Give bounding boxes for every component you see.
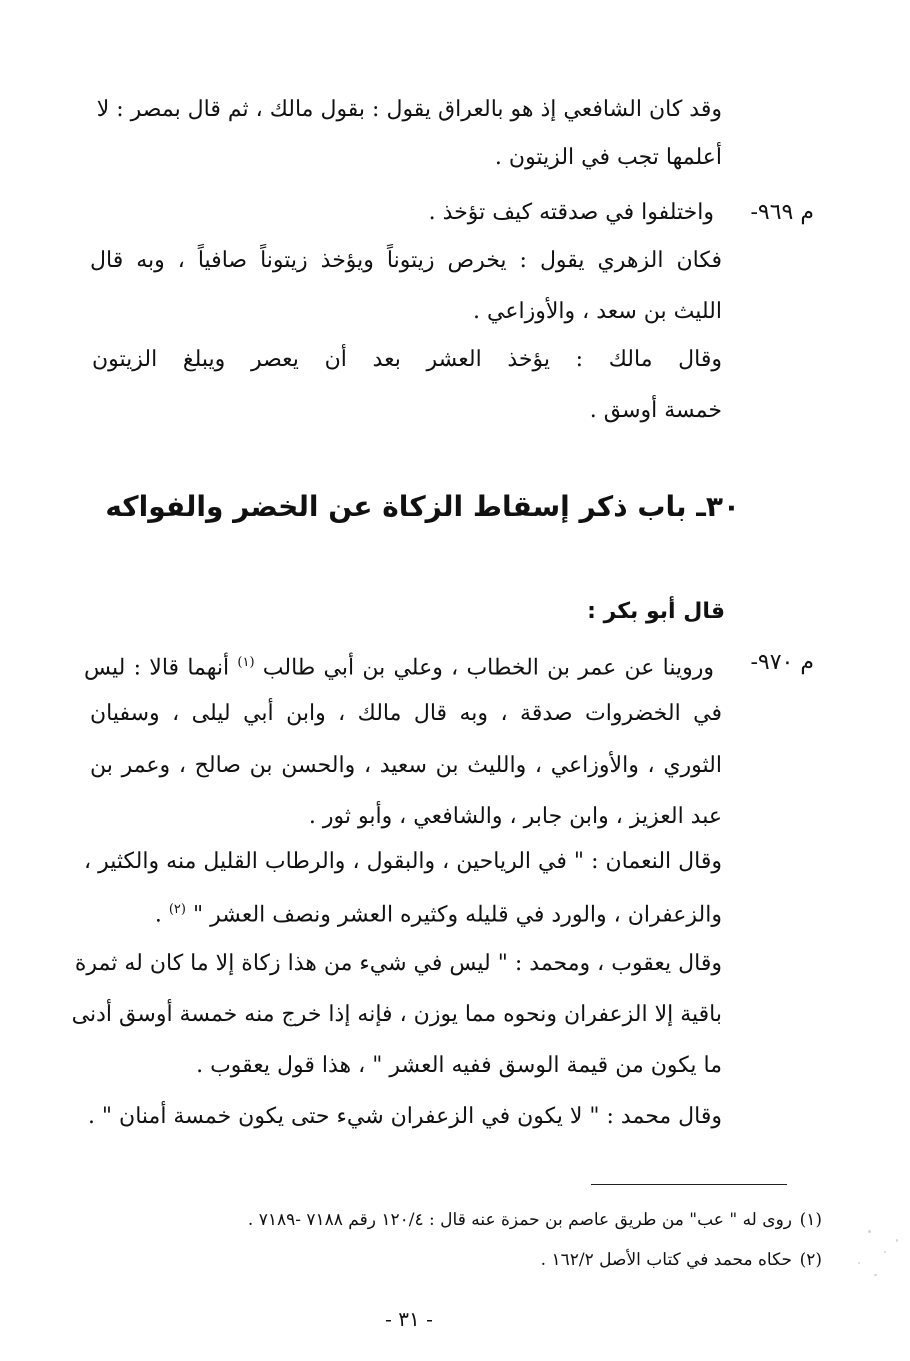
footnote-ref-2: (٢) bbox=[168, 902, 186, 917]
body-line: فكان الزهري يقول : يخرص زيتوناً ويؤخذ زيتوناً صافياً ، وبه قال bbox=[90, 248, 722, 273]
scan-speckle bbox=[858, 1262, 860, 1264]
item-marker-969: م ٩٦٩- bbox=[750, 200, 814, 225]
footnote-ref-1: (١) bbox=[237, 655, 255, 670]
body-line: الثوري ، والأوزاعي ، والليث بن سعيد ، والحسن بن صالح ، وعمر بن bbox=[90, 753, 722, 778]
scan-speckle bbox=[884, 1251, 886, 1253]
body-line: وقال مالك : يؤخذ العشر بعد أن يعصر ويبلغ الزيتون bbox=[92, 347, 722, 372]
footnote-text: حكاه محمد في كتاب الأصل ١٦٢/٢ . bbox=[540, 1250, 792, 1270]
body-line: الليث بن سعد ، والأوزاعي . bbox=[473, 299, 722, 324]
body-line: وقال النعمان : " في الرياحين ، والبقول ، والرطاب القليل منه والكثير ، bbox=[84, 849, 722, 874]
body-line: وقد كان الشافعي إذ هو بالعراق يقول : بقول مالك ، ثم قال بمصر : لا bbox=[96, 97, 722, 122]
item-969-text: واختلفوا في صدقته كيف تؤخذ . bbox=[428, 200, 714, 225]
section-subheading: قال أبو بكر : bbox=[587, 599, 725, 624]
body-text: . bbox=[154, 902, 162, 928]
body-line: عبد العزيز ، وابن جابر ، والشافعي ، وأبو ثور . bbox=[308, 804, 722, 829]
footnote-text: روى له " عب" من طريق عاصم بن حمزة عنه قال : ١٢٠/٤ رقم ٧١٨٨ -٧١٨٩ . bbox=[247, 1210, 792, 1230]
scan-speckle bbox=[874, 1274, 877, 1276]
body-text: والزعفران ، والورد في قليله وكثيره العشر ونصف العشر " bbox=[192, 902, 722, 928]
body-line: خمسة أوسق . bbox=[589, 398, 722, 423]
page-number: - ٣١ - bbox=[385, 1307, 433, 1331]
scan-speckle bbox=[868, 1230, 871, 1233]
item-970-first-line bbox=[84, 643, 714, 688]
footnote-number: (٢) bbox=[799, 1250, 822, 1270]
body-line: وقال محمد : " لا يكون في الزعفران شيء حتى يكون خمسة أمنان " . bbox=[87, 1104, 722, 1129]
chapter-heading: ٣٠ـ باب ذكر إسقاط الزكاة عن الخضر والفواكه bbox=[105, 490, 740, 523]
body-line: وقال يعقوب ، ومحمد : " ليس في شيء من هذا زكاة إلا ما كان له ثمرة bbox=[74, 951, 722, 976]
item-marker-970: م ٩٧٠- bbox=[750, 650, 814, 675]
scan-speckle bbox=[896, 1239, 898, 1242]
item-970-text-a: وروينا عن عمر بن الخطاب ، وعلي بن أبي طالب bbox=[262, 655, 714, 681]
body-line: ما يكون من قيمة الوسق ففيه العشر " ، هذا قول يعقوب . bbox=[196, 1053, 722, 1078]
footnote-separator bbox=[591, 1184, 787, 1185]
footnote-number: (١) bbox=[799, 1210, 822, 1230]
body-line: أعلمها تجب في الزيتون . bbox=[494, 145, 722, 170]
body-line: في الخضروات صدقة ، وبه قال مالك ، وابن أبي ليلى ، وسفيان bbox=[90, 701, 722, 726]
body-line: باقية إلا الزعفران ونحوه مما يوزن ، فإنه إذا خرج منه خمسة أوسق أدنى bbox=[71, 1002, 722, 1027]
item-970-text-b: أنهما قالا : ليس bbox=[84, 655, 230, 681]
body-line-with-ref bbox=[155, 890, 722, 935]
